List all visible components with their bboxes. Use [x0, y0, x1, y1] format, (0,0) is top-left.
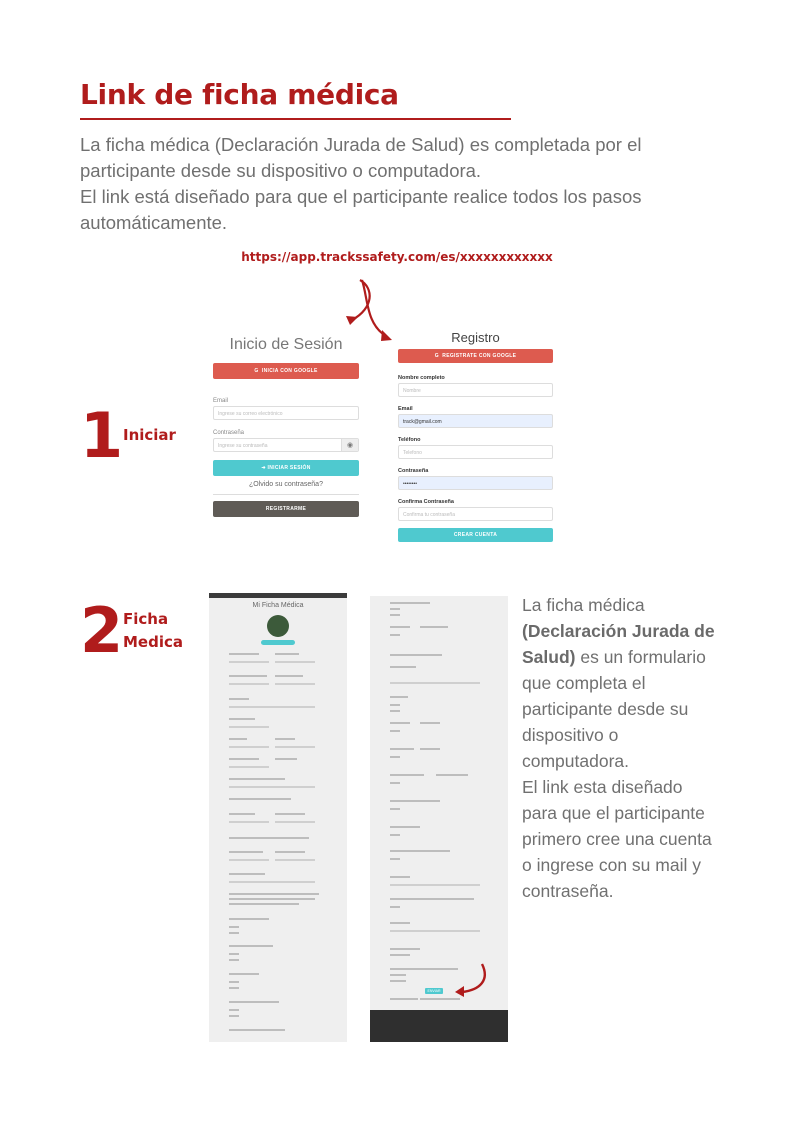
- step-2-label-line-1: Ficha: [123, 610, 169, 628]
- reg-password-label: Contraseña: [398, 468, 429, 474]
- register-screenshot: [398, 330, 553, 550]
- confirm-label: Confirma Contraseña: [398, 499, 454, 505]
- upload-photo-button[interactable]: [261, 640, 295, 645]
- intro-line-4: automáticamente.: [80, 212, 228, 233]
- google-login-label: INICIA CON GOOGLE: [261, 368, 318, 374]
- step-1-number: 1: [80, 399, 124, 472]
- google-register-button[interactable]: [398, 349, 553, 363]
- login-arrow-icon: ➜: [261, 465, 268, 471]
- step-2-number: 2: [80, 594, 124, 667]
- google-icon: G: [254, 368, 262, 374]
- google-register-label: REGISTRATE CON GOOGLE: [442, 353, 517, 359]
- description-p1-bold: (Declaración Jurada de Salud): [522, 621, 715, 667]
- login-heading: Inicio de Sesión: [229, 336, 343, 353]
- intro-line-2: participante desde su dispositivo o computadora.: [80, 160, 482, 181]
- email-label: Email: [213, 398, 229, 404]
- form-footer: [370, 1010, 508, 1042]
- submit-form-button[interactable]: ENVIAR: [425, 988, 443, 994]
- google-login-button[interactable]: [213, 363, 359, 379]
- login-divider: [213, 494, 359, 495]
- description-p1-post: es un formulario que completa el participante desde su dispositivo o computadora.: [522, 647, 706, 771]
- name-input[interactable]: Nombre: [398, 383, 553, 397]
- form-heading: Mi Ficha Médica: [252, 602, 304, 609]
- submit-arrow-icon: [450, 962, 490, 998]
- title-underline: [80, 118, 511, 120]
- description-paragraph-2: El link esta diseñado para que el participante primero cree una cuenta o ingrese con su mail y contraseña.: [522, 777, 712, 901]
- name-label: Nombre completo: [398, 375, 445, 381]
- forgot-password-link[interactable]: ¿Olvido su contraseña?: [249, 481, 323, 488]
- step-1-label: Iniciar: [123, 426, 176, 444]
- password-label: Contraseña: [213, 430, 245, 436]
- register-heading: Registro: [451, 330, 500, 345]
- medical-form-screenshot-1: [209, 593, 347, 1042]
- create-account-button[interactable]: CREAR CUENTA: [398, 528, 553, 542]
- confirm-input[interactable]: Confirma tu contraseña: [398, 507, 553, 521]
- step-2-label-line-2: Medica: [123, 633, 183, 651]
- step-2-label: [123, 608, 183, 654]
- intro-paragraph: [80, 132, 700, 236]
- password-placeholder: Ingrese su contraseña: [218, 443, 268, 449]
- reg-email-label: Email: [398, 406, 413, 412]
- description-paragraph-1: [522, 592, 717, 774]
- login-button-label: INICIAR SESIÓN: [267, 465, 311, 471]
- reg-email-input[interactable]: track@gmail.com: [398, 414, 553, 428]
- email-input[interactable]: Ingrese su correo electrónico: [213, 406, 359, 420]
- reg-password-input[interactable]: ••••••••: [398, 476, 553, 490]
- phone-label: Teléfono: [398, 437, 421, 443]
- phone-input[interactable]: Telefono: [398, 445, 553, 459]
- page-title: Link de ficha médica: [80, 78, 399, 111]
- description-p1-pre: La ficha médica: [522, 595, 645, 615]
- login-screenshot: [213, 330, 359, 542]
- intro-line-3: El link está diseñado para que el participante realice todos los pasos: [80, 186, 642, 207]
- password-input[interactable]: [213, 438, 359, 452]
- eye-icon[interactable]: ◉: [341, 439, 358, 451]
- app-url-link[interactable]: https://app.trackssafety.com/es/xxxxxxxxxxxx: [241, 250, 553, 264]
- intro-line-1: La ficha médica (Declaración Jurada de Salud) es completada por el: [80, 134, 642, 155]
- step-2-description: [522, 592, 717, 904]
- login-button[interactable]: [213, 460, 359, 476]
- avatar: [267, 615, 289, 637]
- register-button[interactable]: REGISTRARME: [213, 501, 359, 517]
- form-topbar: [209, 593, 347, 598]
- google-icon: G: [434, 353, 443, 359]
